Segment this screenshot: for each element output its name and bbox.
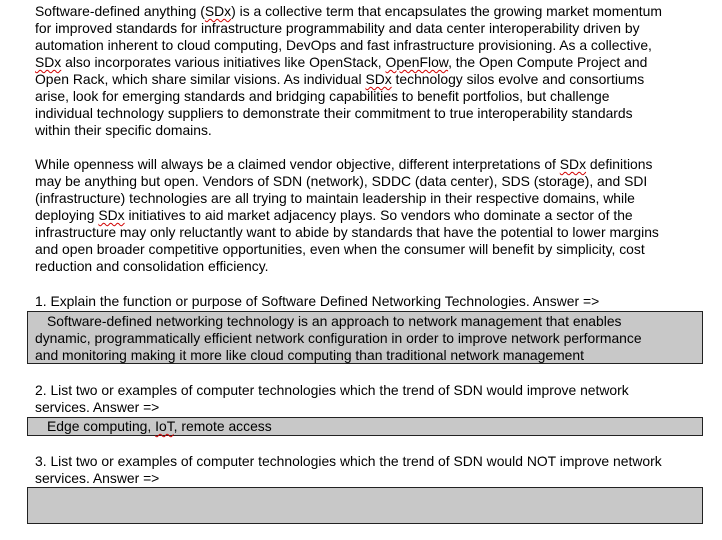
- paragraph-gap: [35, 139, 705, 156]
- answer-2-field[interactable]: [27, 417, 703, 436]
- text-run: 3. List two or examples of computer technologies which the trend of SDN would NOT improve network: [35, 453, 662, 469]
- text-line: [35, 37, 705, 54]
- text-run: services. Answer =>: [35, 470, 160, 486]
- text-run: and monitoring making it more like cloud computing than traditional network management: [35, 347, 584, 363]
- text-line: [35, 105, 705, 122]
- text-run: also incorporates various initiatives like OpenStack,: [61, 54, 386, 70]
- text-run: While openness will always be a claimed vendor objective, different interpretations of: [35, 156, 560, 172]
- text-line: [35, 207, 705, 224]
- text-line: [35, 156, 705, 173]
- text-run: Software-defined anything (: [35, 3, 205, 19]
- text-line: [35, 54, 705, 71]
- text-run: Software-defined networking technology is an approach to network management that enables: [47, 313, 622, 329]
- spellcheck-flagged-word: SDx: [98, 207, 125, 223]
- text-line: [35, 313, 702, 330]
- spellcheck-flagged-word: SDx: [35, 54, 62, 70]
- text-line: [35, 418, 702, 435]
- text-run: arise, look for emerging standards and bridging capabilities to benefit portfolios, but challenge: [35, 88, 610, 104]
- text-run: , remote access: [173, 418, 272, 434]
- openness-paragraph: [35, 156, 705, 275]
- text-run: technology silos evolve and consortiums: [391, 71, 645, 87]
- text-run: for improved standards for infrastructure programmability and data center interoperability driven by: [35, 20, 640, 36]
- answer-3-field[interactable]: [27, 487, 703, 524]
- spellcheck-flagged-word: OpenFlow: [385, 54, 449, 70]
- spellcheck-flagged-word: SDx: [365, 71, 392, 87]
- text-run: dynamic, programmatically efficient network configuration in order to improve network performance: [35, 330, 642, 346]
- text-run: and open broader competitive opportunities, even when the consumer will benefit by simplicity, cost: [35, 241, 645, 257]
- text-run: reduction and consolidation efficiency.: [35, 258, 269, 274]
- text-run: infrastructure may only reluctantly want to abide by standards that have the potential to lower margins: [35, 224, 659, 240]
- spellcheck-flagged-word: IoT: [155, 418, 174, 434]
- text-line: [35, 347, 702, 364]
- text-line: [35, 190, 705, 207]
- spellcheck-flagged-word: SDx: [204, 3, 232, 19]
- text-run: 1. Explain the function or purpose of Software Defined Networking Technologies. Answer =>: [35, 293, 600, 309]
- text-line: [35, 173, 705, 190]
- question-3: [35, 453, 662, 487]
- answer-1-field[interactable]: [27, 311, 703, 364]
- text-run: services. Answer =>: [35, 399, 160, 415]
- text-run: , the Open Compute Project and: [448, 54, 648, 70]
- text-line: [35, 293, 599, 310]
- text-line: [35, 3, 705, 20]
- text-run: (infrastructure) technologies are all trying to maintain leadership in their respective domains, while: [35, 190, 635, 206]
- text-run: within their specific domains.: [35, 122, 212, 138]
- text-run: Edge computing,: [47, 418, 156, 434]
- text-line: [35, 330, 702, 347]
- text-run: ) is a collective term that encapsulates the growing market momentum: [231, 3, 662, 19]
- spellcheck-flagged-word: SDx: [559, 156, 587, 172]
- text-run: definitions: [586, 156, 653, 172]
- text-line: [35, 241, 705, 258]
- text-run: automation inherent to cloud computing, DevOps and fast infrastructure provisioning. As a collective,: [35, 37, 652, 53]
- intro-paragraph: [35, 3, 705, 139]
- text-line: [35, 224, 705, 241]
- text-line: [35, 382, 629, 399]
- text-line: [35, 122, 705, 139]
- text-line: [35, 71, 705, 88]
- text-line: [35, 258, 705, 275]
- text-run: Open Rack, which share similar visions. As individual: [35, 71, 366, 87]
- text-line: [35, 399, 629, 416]
- text-line: [35, 20, 705, 37]
- text-run: deploying: [35, 207, 99, 223]
- text-line: [35, 88, 705, 105]
- question-1: [35, 293, 599, 310]
- text-run: may be anything but open. Vendors of SDN (network), SDDC (data center), SDS (storage), and SDI: [35, 173, 648, 189]
- text-line: [35, 453, 662, 470]
- text-run: 2. List two or examples of computer technologies which the trend of SDN would improve network: [35, 382, 629, 398]
- question-2: [35, 382, 629, 416]
- document-body: [35, 3, 705, 275]
- text-line: [35, 470, 662, 487]
- text-run: individual technology suppliers to demonstrate their commitment to true interoperability standards: [35, 105, 633, 121]
- text-run: initiatives to aid market adjacency plays. So vendors who dominate a sector of the: [124, 207, 633, 223]
